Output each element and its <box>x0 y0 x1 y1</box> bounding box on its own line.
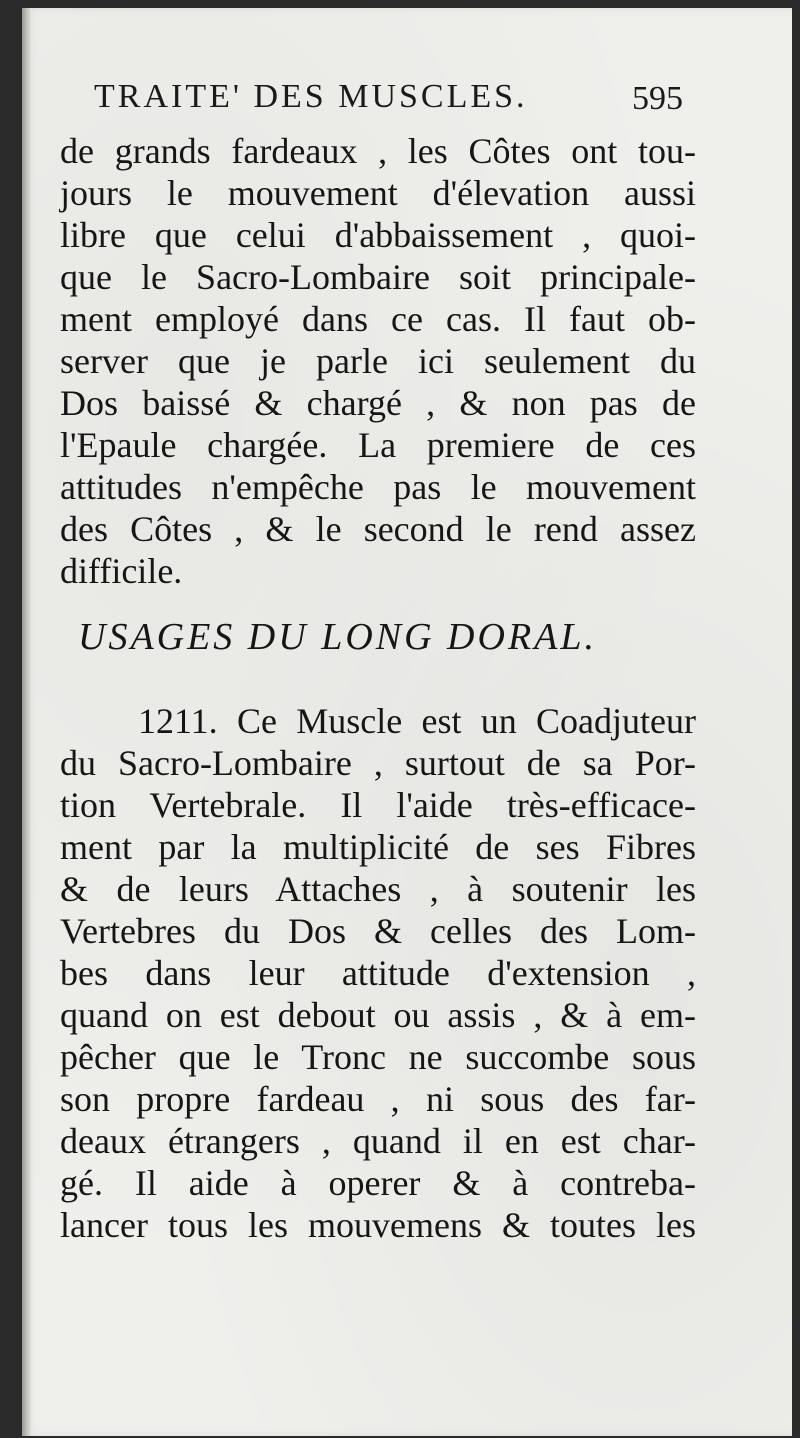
text-line: ment employé dans ce cas. Il faut ob- <box>60 299 696 339</box>
page-number: 595 <box>632 80 683 117</box>
text-line: bes dans leur attitude d'extension , <box>60 953 696 993</box>
text-line: Vertebres du Dos & celles des Lom- <box>60 911 696 951</box>
running-head-title: TRAITE' DES MUSCLES. <box>94 78 528 115</box>
text-line: tion Vertebrale. Il l'aide très-efficace- <box>60 785 696 825</box>
text-line: ment par la multiplicité de ses Fibres <box>60 827 696 867</box>
section-heading: USAGES DU LONG DORAL. <box>78 616 597 658</box>
text-line: des Côtes , & le second le rend assez <box>60 509 696 549</box>
text-line: 1211. Ce Muscle est un Coadjuteur <box>138 701 696 741</box>
text-line: libre que celui d'abbaissement , quoi- <box>60 215 696 255</box>
text-line: pêcher que le Tronc ne succombe sous <box>60 1037 696 1077</box>
text-line: attitudes n'empêche pas le mouvement <box>60 467 696 507</box>
text-line: de grands fardeaux , les Côtes ont tou- <box>60 131 696 171</box>
text-line: jours le mouvement d'élevation aussi <box>60 173 696 213</box>
page-gutter-shadow <box>22 8 32 1436</box>
text-line: gé. Il aide à operer & à contreba- <box>60 1163 696 1203</box>
text-line: quand on est debout ou assis , & à em- <box>60 995 696 1035</box>
text-line: difficile. <box>60 551 183 591</box>
text-line: son propre fardeau , ni sous des far- <box>60 1079 696 1119</box>
text-line: & de leurs Attaches , à soutenir les <box>60 869 696 909</box>
text-line: du Sacro-Lombaire , surtout de sa Por- <box>60 743 696 783</box>
text-line: que le Sacro-Lombaire soit principale- <box>60 257 696 297</box>
book-page <box>22 8 792 1436</box>
text-line: deaux étrangers , quand il en est char- <box>60 1121 696 1161</box>
text-line: server que je parle ici seulement du <box>60 341 696 381</box>
text-line: Dos baissé & chargé , & non pas de <box>60 383 696 423</box>
text-line: lancer tous les mouvemens & toutes les <box>60 1205 696 1245</box>
text-line: l'Epaule chargée. La premiere de ces <box>60 425 696 465</box>
running-head <box>84 78 684 128</box>
